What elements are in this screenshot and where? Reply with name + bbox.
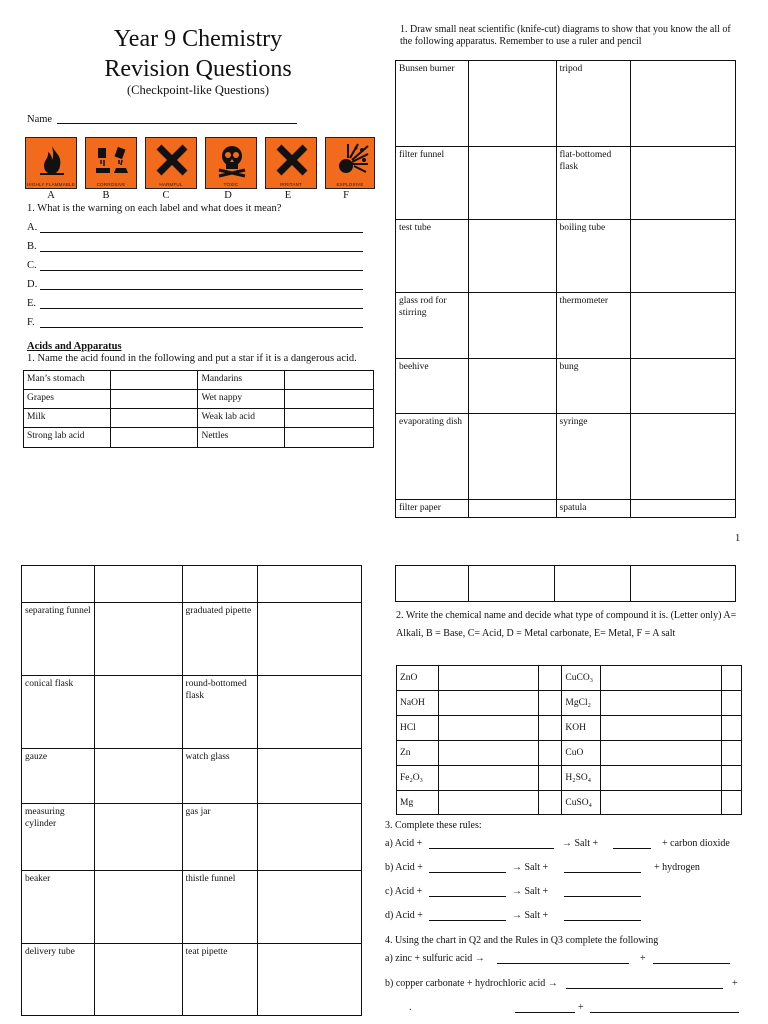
compound-type-cell[interactable] (721, 716, 741, 741)
compound-formula: Mg (397, 791, 439, 815)
compound-type-cell[interactable] (538, 691, 561, 716)
hazard-letter-e: E (284, 190, 292, 201)
page-number: 1 (735, 533, 741, 544)
apparatus-name: boiling tube (556, 220, 631, 293)
acid-source-cell: Wet nappy (198, 390, 285, 409)
rule-d-blank-1[interactable] (429, 920, 506, 921)
drawing-cell[interactable] (94, 804, 182, 871)
compound-name-cell[interactable] (601, 791, 722, 815)
drawing-cell[interactable] (258, 804, 362, 871)
drawing-cell[interactable] (631, 147, 736, 220)
table-row (22, 749, 362, 804)
compound-type-cell[interactable] (721, 691, 741, 716)
drawing-cell[interactable] (631, 414, 736, 500)
table-row (397, 791, 742, 815)
explosion-icon (334, 142, 370, 178)
equation-a-blank-1[interactable] (497, 963, 629, 964)
compound-formula: Zn (397, 741, 439, 766)
rule-b-blank-1[interactable] (429, 872, 506, 873)
drawing-cell[interactable] (94, 676, 182, 749)
drawing-cell[interactable] (258, 871, 362, 944)
acids-heading: Acids and Apparatus (27, 341, 122, 352)
apparatus-name: glass rod for stirring (396, 293, 469, 359)
compound-formula: ZnO (397, 666, 439, 691)
apparatus-name: syringe (556, 414, 631, 500)
answer-line-e[interactable] (40, 308, 363, 309)
apparatus-table-2-continued (395, 565, 736, 602)
compound-formula: CuCO₃ (562, 666, 601, 691)
acid-answer-cell[interactable] (285, 371, 374, 390)
compound-name-cell[interactable] (439, 766, 538, 791)
equation-b-blank-3[interactable] (590, 1012, 739, 1013)
hazard-letter-d: D (224, 190, 232, 201)
hazard-symbol-d (205, 137, 257, 189)
table-row (396, 220, 736, 293)
rule-d-label: d) Acid + (385, 910, 423, 921)
apparatus-name: tripod (556, 61, 631, 147)
rule-b-tail: + hydrogen (654, 862, 700, 873)
apparatus-name: beaker (22, 871, 95, 944)
equation-b-plus: + (732, 978, 738, 989)
apparatus-table-1 (395, 60, 736, 518)
compound-type-cell[interactable] (721, 741, 741, 766)
table-row (24, 409, 374, 428)
compound-formula: KOH (562, 716, 601, 741)
compound-name-cell[interactable] (601, 716, 722, 741)
apparatus-name: separating funnel (22, 603, 95, 676)
compound-type-cell[interactable] (721, 766, 741, 791)
rule-b-salt: → Salt + (512, 862, 549, 873)
table-row (22, 603, 362, 676)
rule-b-label: b) Acid + (385, 862, 423, 873)
drawing-cell[interactable] (631, 220, 736, 293)
skull-icon (214, 142, 250, 178)
table-row (396, 61, 736, 147)
rule-c-label: c) Acid + (385, 886, 423, 897)
apparatus-table-2 (21, 565, 362, 1016)
hazard-caption-d: TOXIC (223, 182, 239, 187)
table-row (24, 371, 374, 390)
compound-formula: NaOH (397, 691, 439, 716)
compound-name-cell[interactable] (601, 666, 722, 691)
hazard-symbol-c (145, 137, 197, 189)
hazard-caption-b: CORROSIVE (96, 182, 126, 187)
acid-source-cell: Weak lab acid (198, 409, 285, 428)
acid-source-cell: Milk (24, 409, 111, 428)
page-subtitle: (Checkpoint-like Questions) (127, 83, 269, 97)
compound-name-cell[interactable] (439, 716, 538, 741)
drawing-cell[interactable] (468, 220, 556, 293)
acid-answer-cell[interactable] (110, 428, 198, 448)
apparatus-name: measuring cylinder (22, 804, 95, 871)
hazard-letter-a: A (47, 190, 55, 201)
compound-formula: HCl (397, 716, 439, 741)
answer-line-b[interactable] (40, 251, 363, 252)
table-row (396, 293, 736, 359)
apparatus-instruction: 1. Draw small neat scientific (knife-cut) diagrams to show that you know the all of the following apparatus. Remember to use a ruler and pencil (400, 24, 731, 47)
hazard-symbol-e (265, 137, 317, 189)
compound-type-cell[interactable] (538, 666, 561, 691)
drawing-cell[interactable] (94, 566, 182, 603)
table-row (397, 741, 742, 766)
rules-heading: 3. Complete these rules: (385, 820, 482, 831)
table-row (396, 500, 736, 518)
apparatus-name: gas jar (182, 804, 258, 871)
apparatus-name: teat pipette (182, 944, 258, 1016)
equation-b-blank-1[interactable] (566, 988, 723, 989)
answer-label-a: A. (27, 222, 38, 233)
equation-a-blank-2[interactable] (653, 963, 730, 964)
apparatus-name: delivery tube (22, 944, 95, 1016)
apparatus-name: thistle funnel (182, 871, 258, 944)
table-row (397, 766, 742, 791)
apparatus-name: watch glass (182, 749, 258, 804)
acid-answer-cell[interactable] (110, 371, 198, 390)
drawing-cell[interactable] (468, 293, 556, 359)
compound-type-cell[interactable] (538, 716, 561, 741)
hazard-letter-c: C (162, 190, 170, 201)
acid-source-cell: Man’s stomach (24, 371, 111, 390)
equation-b-dot: . (409, 1002, 412, 1013)
acids-table (23, 370, 374, 448)
table-row (24, 428, 374, 448)
apparatus-name: filter paper (396, 500, 469, 518)
drawing-cell[interactable] (258, 603, 362, 676)
compound-name-cell[interactable] (439, 741, 538, 766)
drawing-cell[interactable] (468, 147, 556, 220)
table-row (22, 676, 362, 749)
rule-a-label: a) Acid + (385, 838, 423, 849)
compound-name-cell[interactable] (439, 666, 538, 691)
hazard-letter-f: F (343, 190, 349, 201)
corrosive-icon (94, 142, 130, 178)
drawing-cell[interactable] (631, 500, 736, 518)
hazard-letter-b: B (102, 190, 110, 201)
page-title-line2: Revision Questions (104, 56, 292, 82)
answer-label-b: B. (27, 241, 37, 252)
drawing-cell[interactable] (94, 871, 182, 944)
acid-source-cell: Strong lab acid (24, 428, 111, 448)
rule-c-salt: → Salt + (512, 886, 549, 897)
apparatus-name: thermometer (556, 293, 631, 359)
drawing-cell[interactable] (631, 293, 736, 359)
apparatus-name: test tube (396, 220, 469, 293)
rule-a-blank-1[interactable] (429, 848, 554, 849)
drawing-cell[interactable] (468, 566, 554, 602)
drawing-cell[interactable] (554, 566, 631, 602)
flame-icon (34, 142, 70, 178)
apparatus-name: gauze (22, 749, 95, 804)
acid-answer-cell[interactable] (285, 390, 374, 409)
acid-answer-cell[interactable] (110, 409, 198, 428)
drawing-cell[interactable] (94, 603, 182, 676)
acid-answer-cell[interactable] (110, 390, 198, 409)
equation-b-plus-2: + (578, 1002, 584, 1013)
compound-type-cell[interactable] (721, 666, 741, 691)
apparatus-name: flat-bottomed flask (556, 147, 631, 220)
cross-icon (274, 142, 310, 178)
apparatus-name: evaporating dish (396, 414, 469, 500)
table-row (22, 871, 362, 944)
compound-name-cell[interactable] (601, 741, 722, 766)
answer-line-f[interactable] (40, 327, 363, 328)
drawing-cell[interactable] (258, 749, 362, 804)
rule-b-blank-2[interactable] (564, 872, 641, 873)
answer-line-c[interactable] (40, 270, 363, 271)
table-row (396, 147, 736, 220)
compound-name-cell[interactable] (439, 791, 538, 815)
apparatus-name: graduated pipette (182, 603, 258, 676)
apparatus-name: bung (556, 359, 631, 414)
equation-b-blank-2[interactable] (515, 1012, 575, 1013)
compound-type-cell[interactable] (538, 741, 561, 766)
table-row (397, 716, 742, 741)
hazard-caption-c: HARMFUL (159, 182, 183, 187)
acid-source-cell: Nettles (198, 428, 285, 448)
acids-instruction: 1. Name the acid found in the following and put a star if it is a dangerous acid. (27, 353, 357, 364)
equation-a-plus: + (640, 953, 646, 964)
answer-line-d[interactable] (40, 289, 363, 290)
compounds-table (396, 665, 742, 815)
acid-source-cell: Grapes (24, 390, 111, 409)
compound-formula: CuO (562, 741, 601, 766)
compound-name-cell[interactable] (601, 766, 722, 791)
compound-formula: CuSO₄ (562, 791, 601, 815)
apparatus-name: beehive (396, 359, 469, 414)
apparatus-name: filter funnel (396, 147, 469, 220)
drawing-cell[interactable] (468, 359, 556, 414)
page-title-line1: Year 9 Chemistry (113, 26, 283, 52)
table-row (397, 691, 742, 716)
answer-line-a[interactable] (40, 232, 363, 233)
compound-formula: H₂SO₄ (562, 766, 601, 791)
equation-b-label: b) copper carbonate + hydrochloric acid → (385, 978, 558, 989)
drawing-cell[interactable] (258, 944, 362, 1016)
apparatus-name: spatula (556, 500, 631, 518)
hazard-caption-e: IRRITANT (279, 182, 302, 187)
drawing-cell[interactable] (396, 566, 469, 602)
drawing-cell[interactable] (182, 566, 258, 603)
drawing-cell[interactable] (631, 566, 736, 602)
compound-formula: Fe₂O₃ (397, 766, 439, 791)
table-row (22, 566, 362, 603)
drawing-cell[interactable] (258, 566, 362, 603)
cross-icon (154, 142, 190, 178)
table-row (396, 359, 736, 414)
rule-d-blank-2[interactable] (564, 920, 641, 921)
compound-name-cell[interactable] (601, 691, 722, 716)
drawing-cell[interactable] (631, 61, 736, 147)
compound-type-cell[interactable] (538, 791, 561, 815)
table-row (22, 804, 362, 871)
acid-source-cell: Mandarins (198, 371, 285, 390)
equation-a-label: a) zinc + sulfuric acid → (385, 953, 485, 964)
acid-answer-cell[interactable] (285, 409, 374, 428)
compound-name-cell[interactable] (439, 691, 538, 716)
compound-formula: MgCl₂ (562, 691, 601, 716)
drawing-cell[interactable] (631, 359, 736, 414)
answer-label-f: F. (27, 317, 35, 328)
table-row (396, 566, 736, 602)
rule-c-blank-2[interactable] (564, 896, 641, 897)
rule-a-tail: + carbon dioxide (662, 838, 730, 849)
rule-a-salt: → Salt + (562, 838, 599, 849)
drawing-cell[interactable] (94, 944, 182, 1016)
hazard-symbol-f (325, 137, 375, 189)
rule-c-blank-1[interactable] (429, 896, 506, 897)
hazard-symbol-a (25, 137, 77, 189)
table-row (24, 390, 374, 409)
drawing-cell[interactable] (468, 61, 556, 147)
drawing-cell[interactable] (468, 414, 556, 500)
name-label: Name (27, 114, 53, 125)
question-warning: 1. What is the warning on each label and what does it mean? (27, 203, 282, 214)
compound-type-cell[interactable] (538, 766, 561, 791)
table-row (397, 666, 742, 691)
table-row (22, 944, 362, 1016)
drawing-cell[interactable] (258, 676, 362, 749)
apparatus-name: conical flask (22, 676, 95, 749)
table-row (396, 414, 736, 500)
apparatus-name: round-bottomed flask (182, 676, 258, 749)
acid-answer-cell[interactable] (285, 428, 374, 448)
answer-label-d: D. (27, 279, 38, 290)
compounds-instruction: 2. Write the chemical name and decide what type of compound it is. (Letter only) A= Alkali, B = Base, C= Acid, D = Metal carbonate, E= Metal, F = A salt (396, 610, 737, 639)
apparatus-name: Bunsen burner (399, 64, 455, 74)
drawing-cell[interactable] (468, 500, 556, 518)
answer-label-c: C. (27, 260, 37, 271)
rule-d-salt: → Salt + (512, 910, 549, 921)
rule-a-blank-2[interactable] (613, 848, 651, 849)
name-line (57, 123, 297, 124)
hazard-caption-f: EXPLOSIVE (336, 182, 364, 187)
compound-type-cell[interactable] (721, 791, 741, 815)
chart-rules-heading: 4. Using the chart in Q2 and the Rules in Q3 complete the following (385, 935, 659, 946)
drawing-cell[interactable] (22, 566, 95, 603)
answer-label-e: E. (27, 298, 37, 309)
hazard-caption-a: HIGHLY FLAMMABLE (26, 182, 76, 187)
hazard-symbol-b (85, 137, 137, 189)
drawing-cell[interactable] (94, 749, 182, 804)
